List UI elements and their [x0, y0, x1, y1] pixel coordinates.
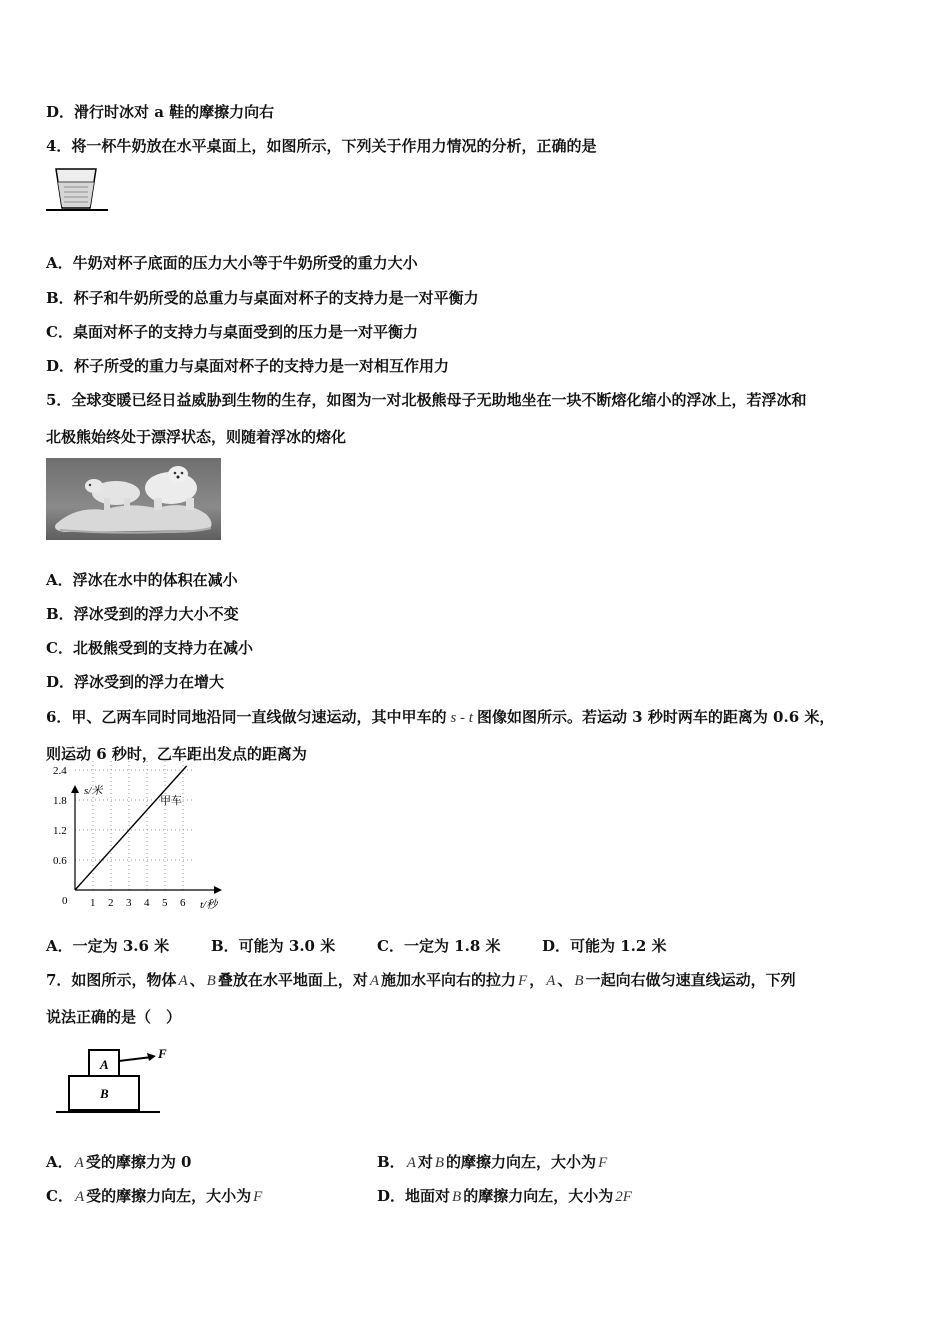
q7-var-a: A [178, 973, 188, 989]
q7-opt-c-var-f: F [253, 1189, 263, 1205]
q7-opt-b-prefix: B． [377, 1153, 405, 1171]
q6-option-b: B．可能为 3.0 米 [211, 937, 336, 955]
q7-option-d [377, 1186, 632, 1207]
q7-var-a-2: A [369, 973, 379, 989]
q7-opt-d-text: 的摩擦力向左，大小为 [463, 1187, 614, 1205]
origin-label: 0 [62, 895, 68, 907]
milk-cup-figure [44, 165, 110, 215]
q7-var-b-2: B [574, 973, 584, 989]
q7-option-b [377, 1152, 607, 1173]
q7-opt-a-text: 受的摩擦力为 0 [85, 1153, 192, 1171]
q7-var-a-3: A [546, 973, 556, 989]
q7-var-f: F [518, 973, 528, 989]
series-label: 甲车 [160, 795, 182, 807]
q7-opt-d-prefix: D．地面对 [377, 1187, 451, 1205]
x-tick-label: 4 [144, 897, 150, 909]
q7-stem-line2: 说法正确的是（ ） [46, 1008, 182, 1026]
q5-stem-line1: 5．全球变暖已经日益威胁到生物的生存，如图为一对北极熊母子无助地坐在一块不断熔化缩小的浮冰上，若浮冰和 [46, 391, 807, 409]
stacked-blocks-figure [52, 1040, 172, 1122]
q4-option-c: C．桌面对杯子的支持力与桌面受到的压力是一对平衡力 [46, 323, 418, 341]
q7-opt-a-var: A [74, 1155, 84, 1171]
q7-opt-b-var-b: B [434, 1155, 445, 1171]
q7-var-b: B [206, 973, 216, 989]
x-tick-label: 3 [126, 897, 132, 909]
q7-sep2: ， [529, 971, 545, 989]
q7-stem-part1: 7．如图所示，物体 [46, 971, 177, 989]
x-tick-label: 1 [90, 897, 96, 909]
q6-stem-part2: 图像如图所示。若运动 3 秒时两车的距离为 0.6 米， [476, 708, 835, 726]
y-axis-label: s/米 [84, 785, 103, 797]
q5-option-c: C．北极熊受到的支持力在减小 [46, 639, 253, 657]
y-tick-label: 1.8 [53, 795, 67, 807]
y-tick-label: 0.6 [53, 855, 67, 867]
q6-option-a: A．一定为 3.6 米 [46, 937, 170, 955]
x-tick-label: 6 [180, 897, 186, 909]
x-axis-label: t/秒 [200, 899, 218, 911]
q7-opt-b-var-a: A [406, 1155, 416, 1171]
q5-option-b: B．浮冰受到的浮力大小不变 [46, 605, 239, 623]
q7-opt-c-text: 受的摩擦力向左，大小为 [86, 1187, 252, 1205]
y-axis-arrow [71, 785, 79, 793]
q4-option-d: D．杯子所受的重力与桌面对杯子的支持力是一对相互作用力 [46, 357, 450, 375]
q3-option-d: D．滑行时冰对 a 鞋的摩擦力向右 [46, 103, 275, 121]
q6-stem-line1 [46, 707, 834, 728]
q6-st-variable: s - t [450, 710, 473, 726]
q7-sep3: 、 [557, 971, 573, 989]
q7-sep1: 、 [189, 971, 205, 989]
q7-stem-part3: 施加水平向右的拉力 [381, 971, 517, 989]
q6-option-c: C．一定为 1.8 米 [377, 937, 501, 955]
q7-stem-line1 [46, 970, 796, 991]
q6-stem-line2: 则运动 6 秒时，乙车距出发点的距离为 [46, 745, 307, 763]
q7-opt-b-var-f: F [598, 1155, 608, 1171]
q7-stem-part2: 叠放在水平地面上，对 [217, 971, 368, 989]
block-b-label: B [100, 1086, 109, 1101]
q7-opt-d-var-b: B [452, 1189, 462, 1205]
q4-stem: 4．将一杯牛奶放在水平桌面上，如图所示，下列关于作用力情况的分析，正确的是 [46, 137, 597, 155]
x-axis-arrow [214, 886, 222, 894]
q7-stem-part4: 一起向右做匀速直线运动，下列 [585, 971, 796, 989]
q4-option-b: B．杯子和牛奶所受的总重力与桌面对杯子的支持力是一对平衡力 [46, 289, 479, 307]
q7-option-a [46, 1152, 191, 1173]
q6-option-d: D．可能为 1.2 米 [542, 937, 667, 955]
polar-bear-photo [46, 458, 221, 540]
q7-option-c [46, 1186, 262, 1207]
q7-opt-b-mid: 对 [417, 1153, 433, 1171]
q7-opt-a-prefix: A． [46, 1153, 73, 1171]
q6-stem-part1: 6．甲、乙两车同时同地沿同一直线做匀速运动，其中甲车的 [46, 708, 447, 726]
q5-stem-line2: 北极熊始终处于漂浮状态，则随着浮冰的熔化 [46, 428, 347, 446]
st-graph [50, 765, 240, 915]
q7-opt-c-prefix: C． [46, 1187, 73, 1205]
y-tick-label: 2.4 [53, 765, 67, 777]
q5-option-a: A．浮冰在水中的体积在减小 [46, 571, 238, 589]
x-tick-label: 2 [108, 897, 114, 909]
q5-option-d: D．浮冰受到的浮力在增大 [46, 673, 225, 691]
y-tick-label: 1.2 [53, 825, 67, 837]
q4-option-a: A．牛奶对杯子底面的压力大小等于牛奶所受的重力大小 [46, 254, 418, 272]
force-f-label: F [158, 1046, 167, 1061]
block-a-label: A [100, 1057, 109, 1072]
q7-opt-c-var-a: A [74, 1189, 85, 1205]
q7-opt-b-text: 的摩擦力向左，大小为 [446, 1153, 597, 1171]
x-tick-label: 5 [162, 897, 168, 909]
q7-opt-d-var-2f: 2F [615, 1189, 632, 1205]
